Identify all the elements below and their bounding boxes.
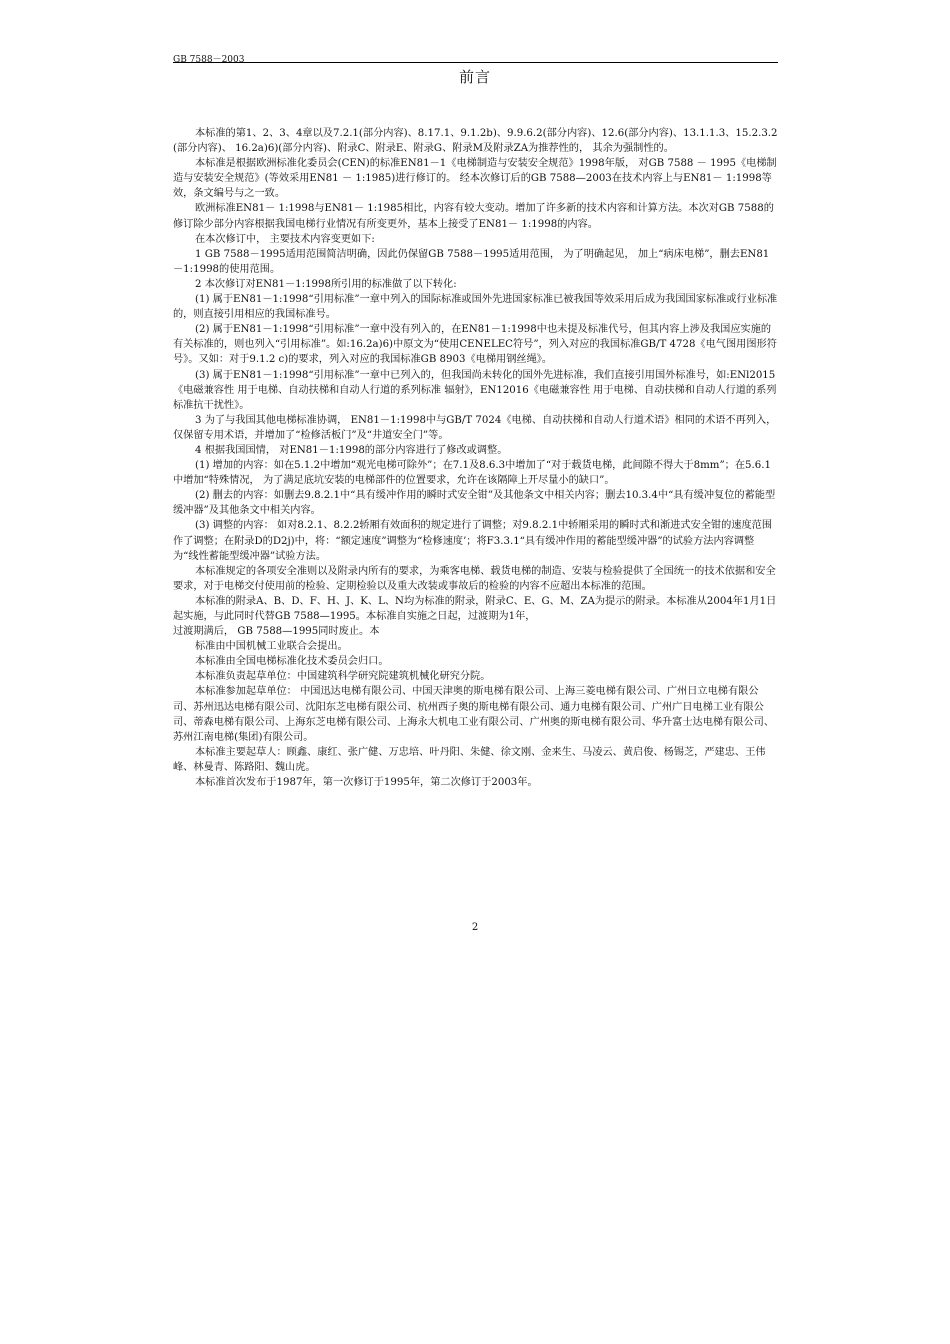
paragraph: 本标准的附录A、B、D、F、H、J、K、L、N均为标准的附录，附录C、E、G、M、ZA为提示的附录。本标准从2004年1月1日起实施，与此同时代替GB 7588—1995。本标准自实施之日起，过渡期为1年， [173, 595, 777, 622]
page-title: 前言 [458, 68, 491, 86]
paragraph: 标准由中国机械工业联合会提出。 [195, 641, 348, 653]
paragraph: (3) 调整的内容： 如对8.2.1、8.2.2轿厢有效面积的规定进行了调整；对9.8.2.1中轿厢采用的瞬时式和渐进式安全钳的速度范围作了调整；在附录D的D2j)中，将：“额定速度”调整为“检修速度’；将F3.3.1“具有缓冲作用的蓄能型缓冲器”的试验方法内容调整为“线性蓄能型缓冲器”试验方法。 [173, 520, 773, 562]
paragraph: (2) 删去的内容：如删去9.8.2.1中“具有缓冲作用的瞬时式安全钳”及其他条文中相关内容；删去10.3.4中“具有缓冲复位的蓄能型缓冲器”及其他条文中相关内容。 [173, 490, 776, 517]
paragraph: 欧洲标准EN81－ 1:1998与EN81－ 1:1985相比，内容有较大变动。增加了许多新的技术内容和计算方法。本次对GB 7588的修订除少部分内容根据我国电梯行业情况有所变更外，基本上接受了EN81－ 1:1998的内容。 [173, 203, 774, 230]
paragraph: 1 GB 7588－1995适用范围简洁明确，因此仍保留GB 7588－1995适用范围， 为了明确起见， 加上“病床电梯”，删去EN81－1:1998的使用范围。 [173, 248, 770, 275]
paragraph: 4 根据我国国情， 对EN81－1:1998的部分内容进行了修改或调整。 [195, 444, 508, 456]
paragraph: 在本次修订中， 主要技术内容变更如下: [195, 233, 375, 245]
paragraph: 本标准主要起草人：顾鑫、康红、张广健、万忠培、叶丹阳、朱健、徐文刚、金来生、马凌云、黄启俊、杨锡芝，严建忠、王伟峰、林曼青、陈路阳、魏山虎。 [173, 746, 766, 773]
page-number: 2 [471, 922, 479, 933]
paragraph: 3 为了与我国其他电梯标准协调， EN81－1:1998中与GB/T 7024《电梯、自动扶梯和自动人行道术语》相同的术语不再列入， 仅保留专用术语，并增加了“检修活板门”及“井道安全门”等。 [173, 414, 777, 441]
paragraph: 本标准负责起草单位：中国建筑科学研究院建筑机械化研究分院。 [195, 671, 491, 683]
header-divider [173, 62, 778, 63]
paragraph: (3) 属于EN81－1:1998“引用标准”一章中已列入的，但我国尚未转化的国外先进标准，我们直接引用国外标准号，如:ENl2015《电磁兼容性 用于电梯、自动扶梯和自动人行道的系列标准 辐射》，EN12016《电磁兼容性 用于电梯、自动扶梯和自动人行道的系列标准抗干扰性》。 [173, 369, 777, 411]
standard-code: GB 7588－2003 [173, 55, 245, 65]
paragraph: 本标准规定的各项安全准则以及附录内所有的要求，为乘客电梯、载货电梯的制造、安装与检验提供了全国统一的技术依据和安全要求，对于电梯交付使用前的检验、定期检验以及重大改装或事故后的检验的内容不应超出本标准的范围。 [173, 565, 776, 592]
paragraph: (1) 增加的内容：如在5.1.2中增加“观光电梯可除外”；在7.1及8.6.3中增加了“对于载货电梯，此间隙不得大于8mm”；在5.6.1中增加“特殊情况， 为了满足底坑安装的电梯部件的位置要求，允许在该隔障上开尽量小的缺口”。 [173, 460, 771, 487]
paragraph: (2) 属于EN81－1:1998“引用标准”一章中没有列入的，在EN81－1:1998中也未提及标准代号，但其内容上涉及我国应实施的有关标准的，则也列入“引用标准”。如:16.2a)6)中原文为“使用CENELEC符号”，列入对应的我国标准GB/T 4728《电气图用图形符号》。又如：对于9.1.2 c)的要求，列入对应的我国标准GB 8903《电梯用钢丝绳》。 [173, 324, 777, 366]
paragraph: 本标准的第1、2、3、4章以及7.2.1(部分内容)、8.17.1、9.1.2b)、9.9.6.2(部分内容)、12.6(部分内容)、13.1.1.3、15.2.3.2(部分内容)、 16.2a)6)(部分内容)、附录C、附录E、附录G、附录M及附录ZA为推荐性的， 其余为强制性的。 [173, 128, 778, 155]
paragraph: 本标准由全国电梯标准化技术委员会归口。 [195, 656, 389, 668]
paragraph: 本标准参加起草单位： 中国迅达电梯有限公司、中国天津奥的斯电梯有限公司、上海三菱电梯有限公司、广州日立电梯有限公司、苏州迅达电梯有限公司、沈阳东芝电梯有限公司、杭州西子奥的斯电梯有限公司、通力电梯有限公司、广州广日电梯工业有限公司、蒂森电梯有限公司、上海东芝电梯有限公司、上海永大机电工业有限公司、广州奥的斯电梯有限公司、华升富士达电梯有限公司、苏州江南电梯(集团)有限公司。 [173, 686, 775, 743]
paragraph: 本标准首次发布于1987年，第一次修订于1995年，第二次修订于2003年。 [195, 777, 538, 789]
paragraph: 本标准是根据欧洲标准化委员会(CEN)的标准EN81－1《电梯制造与安装安全规范》1998年版， 对GB 7588 － 1995《电梯制造与安装安全规范》(等效采用EN81 － 1:1985)进行修订的。 经本次修订后的GB 7588—2003在技术内容上与EN81－ 1:1998等效，条文编号与之一致。 [173, 158, 777, 200]
paragraph: 过渡期满后， GB 7588—1995同时废止。本 [173, 626, 380, 638]
paragraph: (1) 属于EN81－1:1998“引用标准”一章中列入的国际标准或国外先进国家标准已被我国等效采用后成为我国国家标准或行业标准的，则直接引用相应的我国标准号。 [173, 294, 778, 321]
foreword-body [173, 126, 778, 790]
paragraph: 2 本次修订对EN81－1:1998所引用的标准做了以下转化: [195, 278, 457, 290]
